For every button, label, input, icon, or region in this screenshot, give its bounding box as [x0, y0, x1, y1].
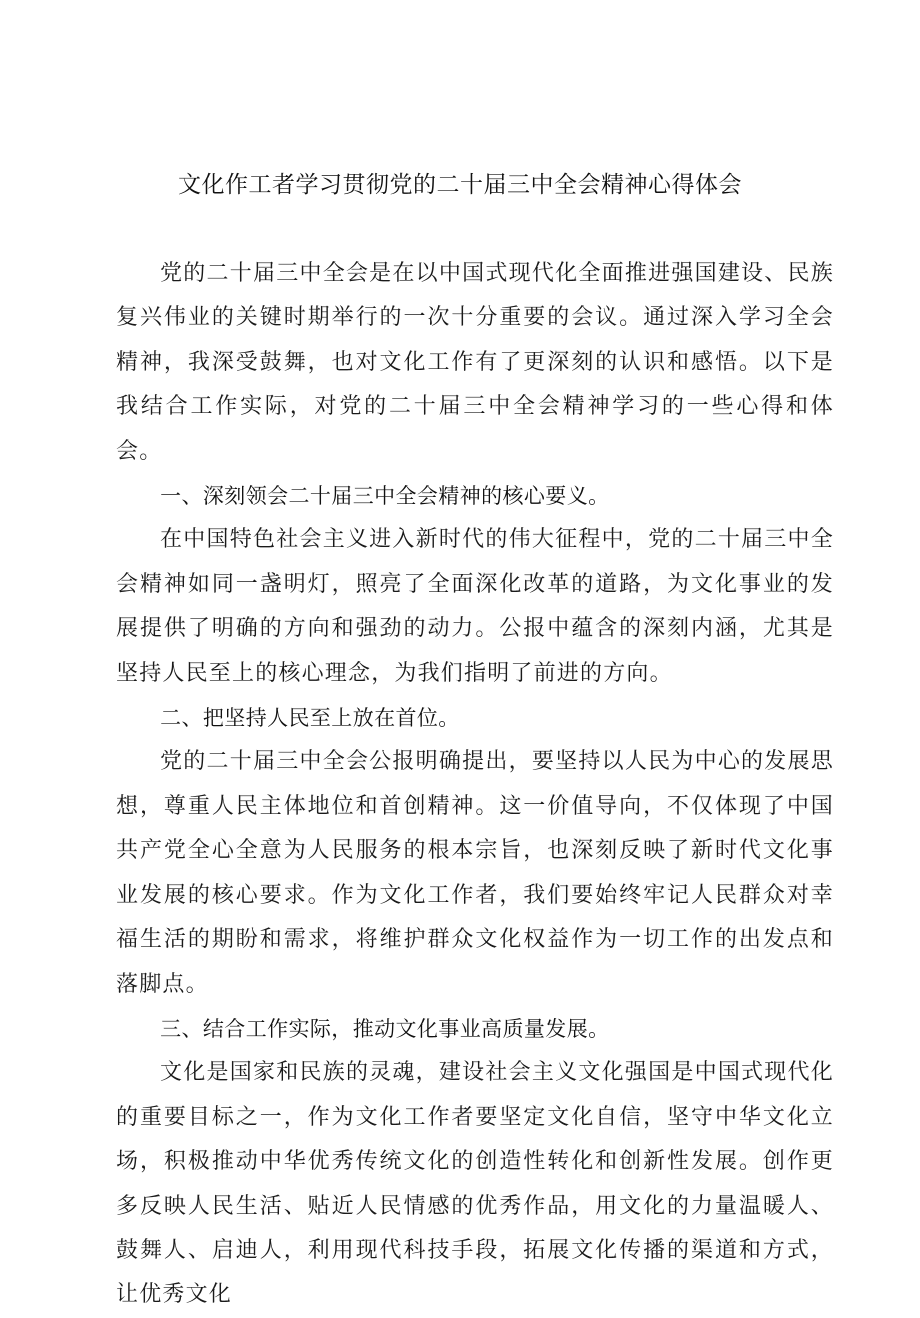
section-3-paragraph: 文化是国家和民族的灵魂，建设社会主义文化强国是中国式现代化的重要目标之一，作为文化工作者要坚定文化自信，坚守中华文化立场，积极推动中华优秀传统文化的创造性转化和创新性发展。创作更多反映人民生活、贴近人民情感的优秀作品，用文化的力量温暖人、鼓舞人、启迪人，利用现代科技手段，拓展文化传播的渠道和方式，让优秀文化 — [116, 1060, 834, 1308]
section-1-paragraph: 在中国特色社会主义进入新时代的伟大征程中，党的二十届三中全会精神如同一盏明灯，照亮了全面深化改革的道路，为文化事业的发展提供了明确的方向和强劲的动力。公报中蕴含的深刻内涵，尤其是坚持人民至上的核心理念，为我们指明了前进的方向。 — [116, 527, 834, 686]
section-2-paragraph: 党的二十届三中全会公报明确提出，要坚持以人民为中心的发展思想，尊重人民主体地位和首创精神。这一价值导向，不仅体现了中国共产党全心全意为人民服务的根本宗旨，也深刻反映了新时代文化事业发展的核心要求。作为文化工作者，我们要始终牢记人民群众对幸福生活的期盼和需求，将维护群众文化权益作为一切工作的出发点和落脚点。 — [116, 749, 834, 997]
section-heading-3: 三、结合工作实际，推动文化事业高质量发展。 — [160, 1016, 610, 1041]
document-body — [116, 252, 834, 1318]
section-heading-1: 一、深刻领会二十届三中全会精神的核心要义。 — [160, 484, 610, 509]
section-heading-2: 二、把坚持人民至上放在首位。 — [160, 706, 460, 731]
document-title: 文化作工者学习贯彻党的二十届三中全会精神心得体会 — [178, 172, 742, 198]
intro-paragraph: 党的二十届三中全会是在以中国式现代化全面推进强国建设、民族复兴伟业的关键时期举行的一次十分重要的会议。通过深入学习全会精神，我深受鼓舞，也对文化工作有了更深刻的认识和感悟。以下是我结合工作实际，对党的二十届三中全会精神学习的一些心得和体会。 — [116, 261, 834, 464]
